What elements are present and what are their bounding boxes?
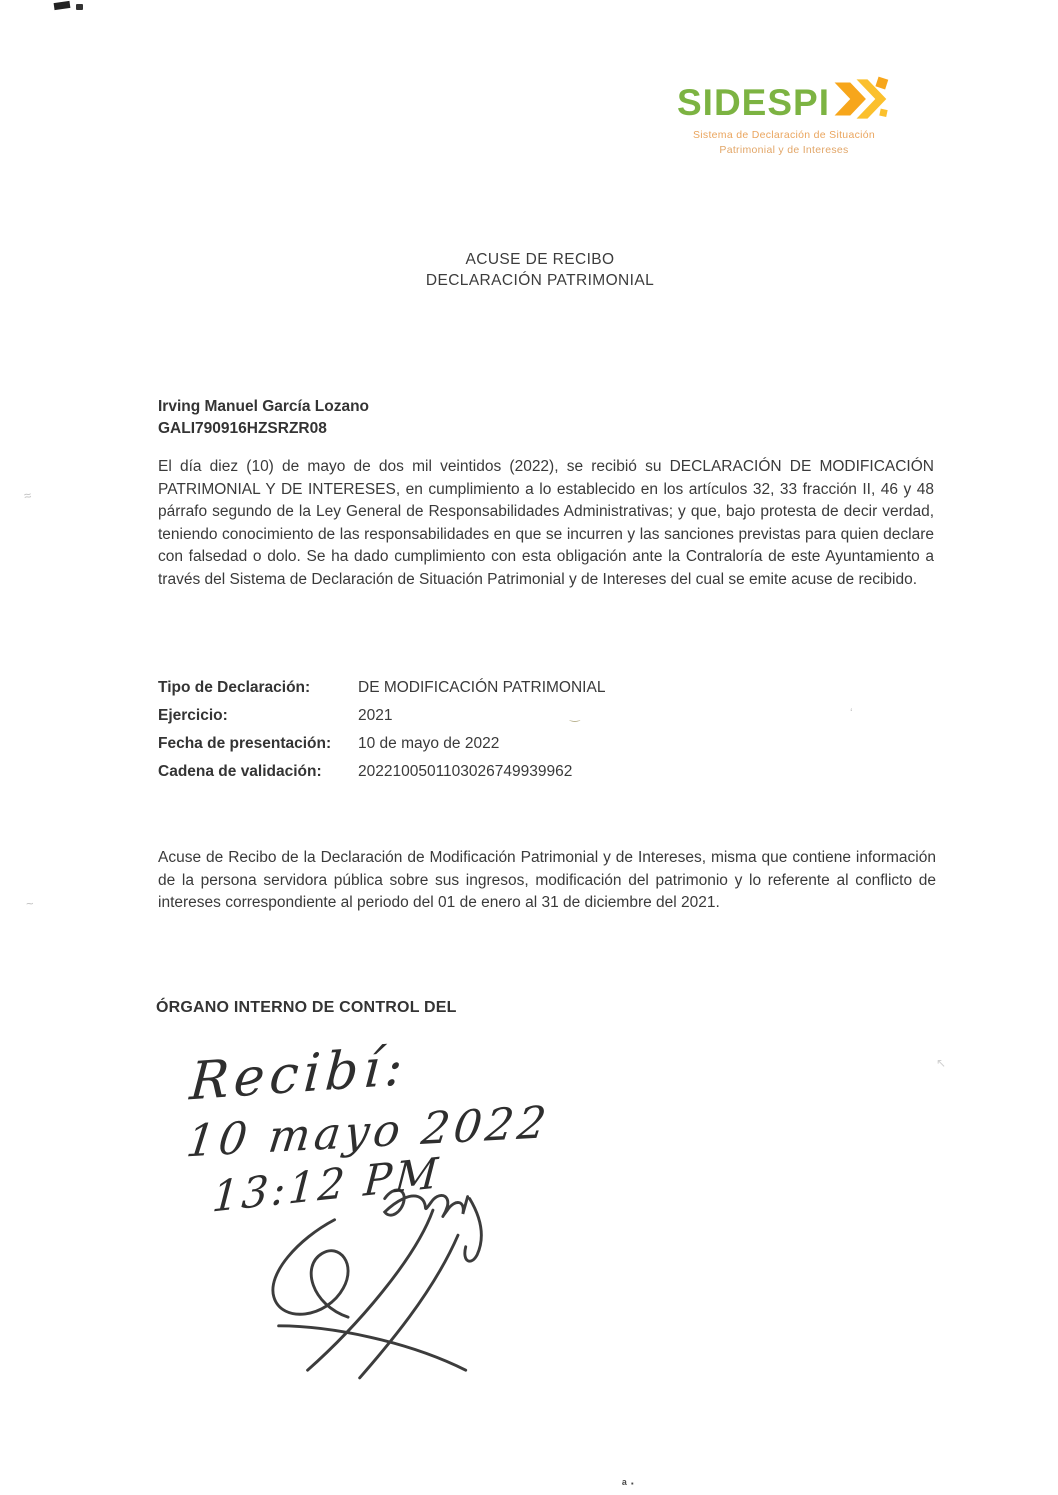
closing-paragraph: Acuse de Recibo de la Declaración de Modificación Patrimonial y de Intereses, misma que contiene información de la persona servidora pública sobre sus ingresos, modificación del patrimonio y lo referente al conflicto de intereses correspondiente al periodo del 01 de enero al 31 de diciembre del 2021. [158,849,936,912]
scan-artifact: ‿ [570,708,580,722]
handwritten-time: 13:12 PM [210,1147,443,1222]
field-label: Ejercicio: [158,707,228,724]
office-heading: ÓRGANO INTERNO DE CONTROL DEL [156,999,457,1016]
field-row-cadena [158,761,878,782]
field-row-ejercicio [158,705,878,726]
logo-subtitle-line2: Patrimonial y de Intereses [719,144,849,156]
logo-brand-text: SIDESPI [677,81,830,123]
field-value: DE MODIFICACIÓN PATRIMONIAL [358,679,606,696]
handwritten-recibi: Recibí: [187,1036,410,1113]
scan-artifact: ʻ [850,706,853,720]
field-row-tipo [158,677,878,698]
title-line-2: DECLARACIÓN PATRIMONIAL [425,272,655,289]
document-title [0,249,1058,291]
scan-artifact: ~ [25,895,34,912]
field-label: Fecha de presentación: [158,735,332,752]
recipient-id: GALI790916HZSRZR08 [158,420,327,437]
scan-artifact: ↖ [936,1056,947,1070]
logo-subtitle-line1: Sistema de Declaración de Situación [692,129,876,141]
handwritten-date: 10 mayo 2022 [183,1096,553,1168]
scan-artifact: ᵃ · [622,1476,635,1491]
field-label: Tipo de Declaración: [158,679,311,696]
body-paragraph: El día diez (10) de mayo de dos mil veintidos (2022), se recibió su DECLARACIÓN DE MODIFICACIÓN PATRIMONIAL Y DE INTERESES, en cumplimiento a lo establecido en los artículos 32, 33 fracción II, 46 y 48 párrafo segundo de la Ley General de Responsabilidades Administrativas; y que, bajo protesta de decir verdad, teniendo conocimiento de las responsabilidades en que se incurren y las sanciones previstas para quien declare con falsedad o dolo. Se ha dado cumplimiento con esta obligación ante la Contraloría de este Ayuntamiento a través del Sistema de Declaración de Situación Patrimonial y de Intereses del cual se emite acuse de recibido. [158,458,934,588]
recipient-block [158,396,369,440]
signature [242,1178,512,1388]
recipient-name: Irving Manuel García Lozano [158,398,370,415]
sidespi-logo [664,78,904,157]
title-line-1: ACUSE DE RECIBO [465,251,615,268]
field-label: Cadena de validación: [158,763,322,780]
scan-artifact [54,1,71,10]
scan-artifact: ≈ [22,487,32,504]
field-row-fecha [158,733,878,754]
pixel-arrow-icon [833,76,891,127]
field-value: 2022100501103026749939962 [358,763,573,780]
field-value: 2021 [358,707,393,724]
field-value: 10 de mayo de 2022 [358,735,500,752]
declaration-fields [158,677,878,789]
scan-artifact [76,4,83,10]
